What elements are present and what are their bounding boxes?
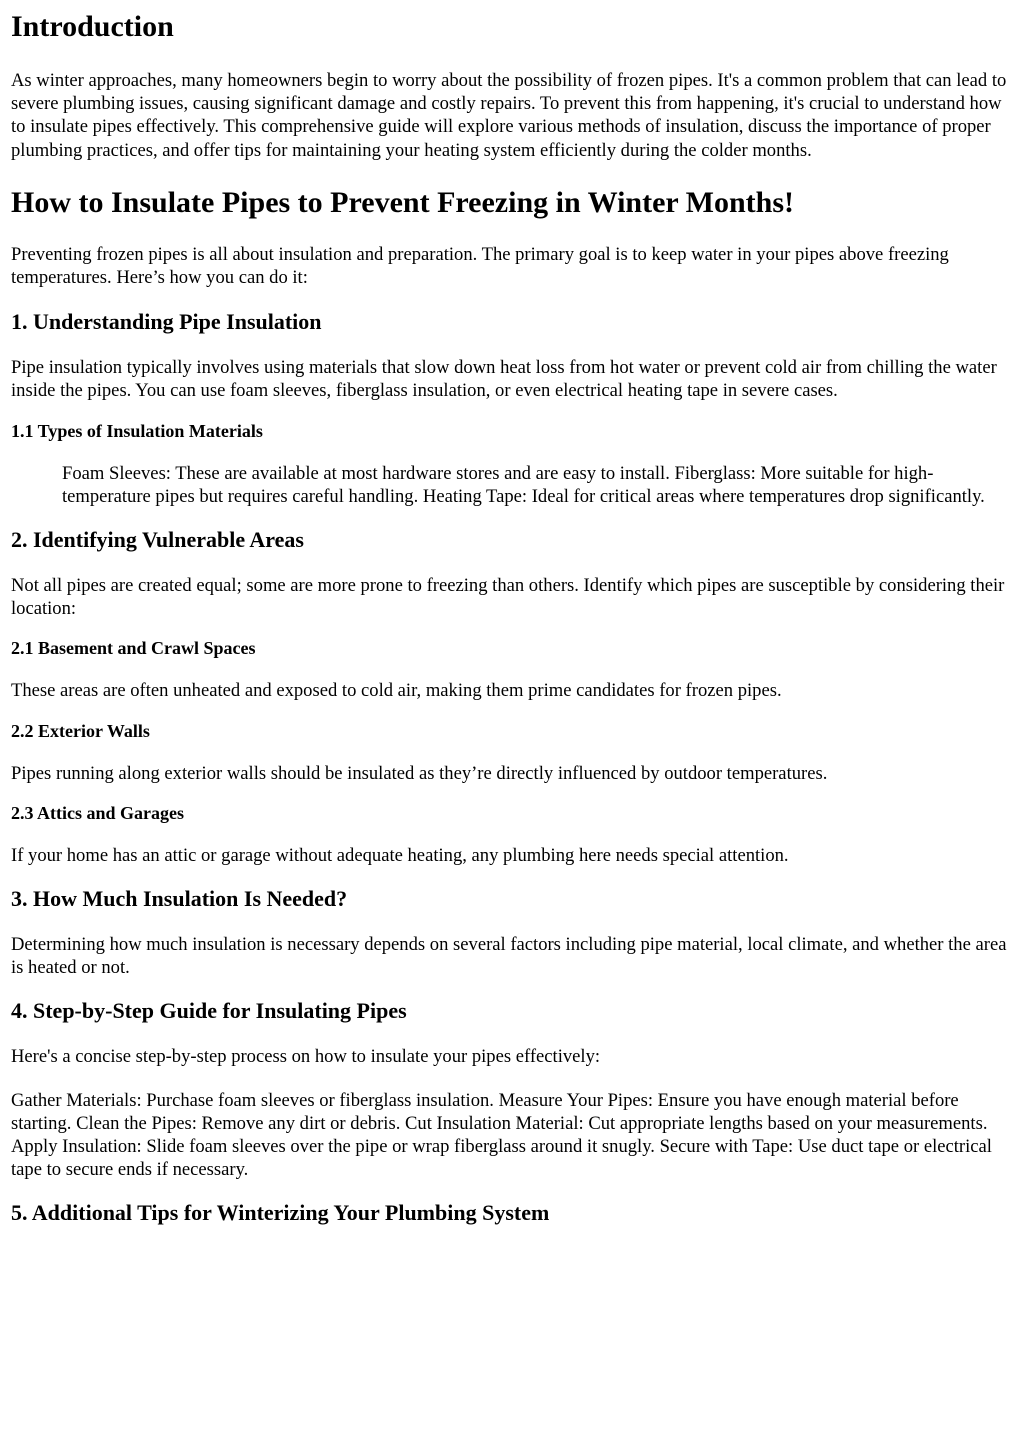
section-2-1-paragraph: These areas are often unheated and exposed to cold air, making them prime candidates for frozen pipes. [11,680,782,702]
section-4-heading: 4. Step-by-Step Guide for Insulating Pipes [11,998,407,1024]
section-4-paragraph: Here's a concise step-by-step process on how to insulate your pipes effectively: [11,1046,601,1068]
section-2-heading: 2. Identifying Vulnerable Areas [11,527,304,553]
main-heading: How to Insulate Pipes to Prevent Freezing in Winter Months! [11,185,795,219]
section-2-1-heading: 2.1 Basement and Crawl Spaces [11,638,256,659]
section-4-steps-paragraph: Gather Materials: Purchase foam sleeves or fiberglass insulation. Measure Your Pipes: Ensure you have enough material before starting. Clean the Pipes: Remove any dirt or debris. Cut Insulation Material: Cut appropriate lengths based on your measurements. Apply Insulation: Slide foam sleeves over the pipe or wrap fiberglass around it snugly. Secure with Tape: Use duct tape or electrical tape to secure ends if necessary. [11,1089,992,1181]
section-2-2-heading: 2.2 Exterior Walls [11,720,150,741]
section-3-heading: 3. How Much Insulation Is Needed? [11,886,348,912]
section-3-paragraph: Determining how much insulation is necessary depends on several factors including pipe material, local climate, and whether the area is heated or not. [11,934,1007,979]
section-2-3-paragraph: If your home has an attic or garage without adequate heating, any plumbing here needs special attention. [11,844,789,866]
section-1-paragraph: Pipe insulation typically involves using materials that slow down heat loss from hot water or prevent cold air from chilling the water inside the pipes. You can use foam sleeves, fiberglass insulation, or even electrical heating tape in severe cases. [11,357,997,402]
section-5-heading: 5. Additional Tips for Winterizing Your Plumbing System [11,1200,550,1226]
section-2-3-heading: 2.3 Attics and Garages [11,802,184,823]
main-paragraph: Preventing frozen pipes is all about insulation and preparation. The primary goal is to keep water in your pipes above freezing temperatures. Here’s how you can do it: [11,243,949,289]
section-1-heading: 1. Understanding Pipe Insulation [11,309,322,335]
article [0,9,1024,1227]
section-2-2-paragraph: Pipes running along exterior walls should be insulated as they’re directly influenced by outdoor temperatures. [11,762,828,784]
section-1-1-heading: 1.1 Types of Insulation Materials [11,420,263,441]
section-2-paragraph: Not all pipes are created equal; some are more prone to freezing than others. Identify which pipes are susceptible by considering their location: [11,575,1005,620]
intro-heading: Introduction [11,10,174,43]
section-1-1-paragraph: Foam Sleeves: These are available at most hardware stores and are easy to install. Fiberglass: More suitable for high-temperature pipes but requires careful handling. Heating Tape: Ideal for critical areas where temperatures drop significantly. [62,462,985,507]
intro-paragraph: As winter approaches, many homeowners begin to worry about the possibility of frozen pipes. It's a common problem that can lead to severe plumbing issues, causing significant damage and costly repairs. To prevent this from happening, it's crucial to understand how to insulate pipes effectively. This comprehensive guide will explore various methods of insulation, discuss the importance of proper plumbing practices, and offer tips for maintaining your heating system efficiently during the colder months. [11,70,1007,161]
